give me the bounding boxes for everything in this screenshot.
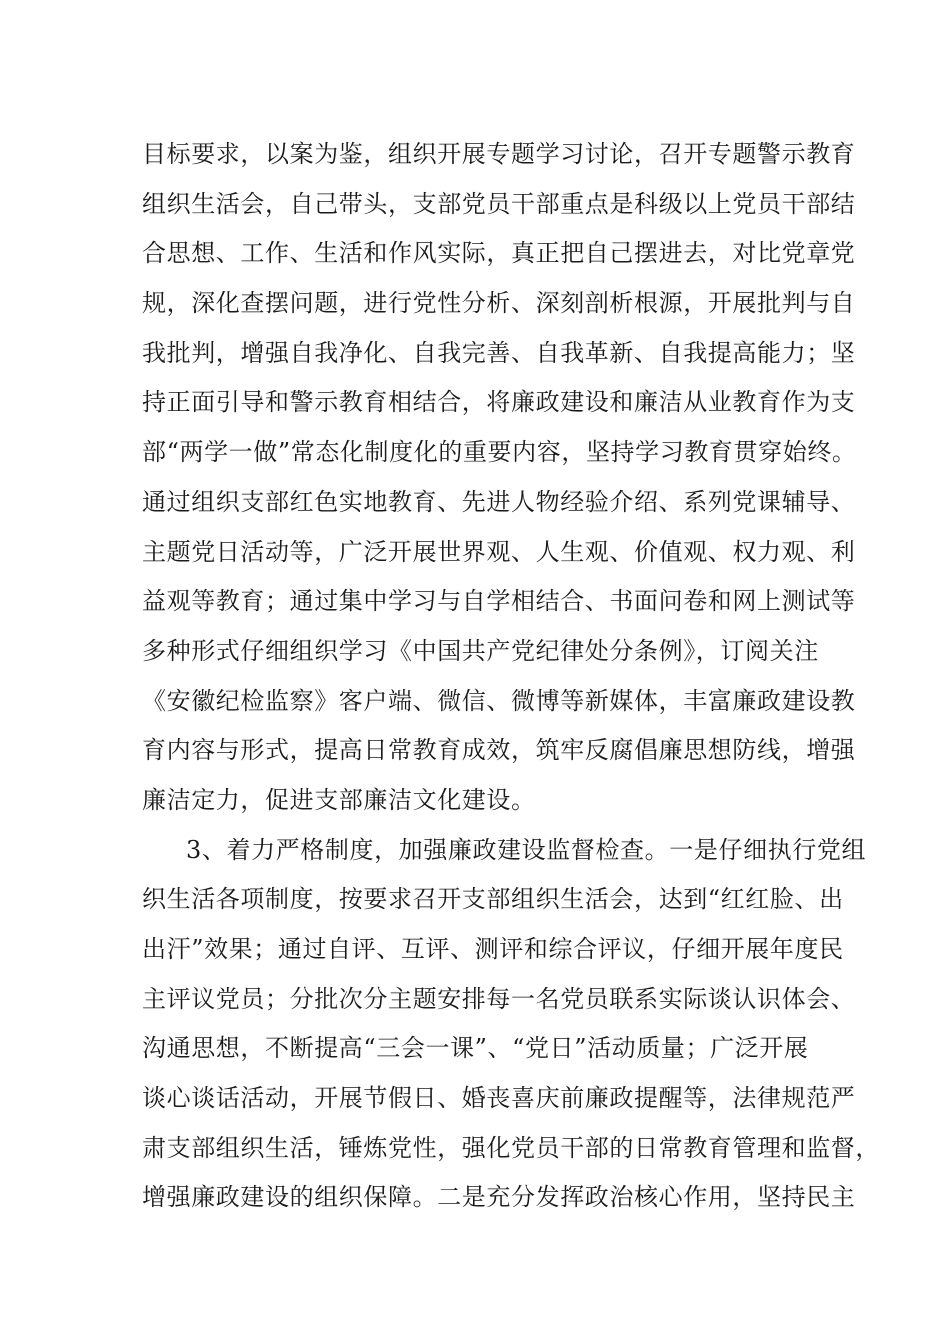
text-line: 织生活各项制度，按要求召开支部组织生活会，达到“红红脸、出 [142,885,844,914]
text-line: 主题党日活动等，广泛开展世界观、人生观、价值观、权力观、利 [142,537,856,566]
paragraph-start-line: 3、着力严格制度，加强廉政建设监督检查。一是仔细执行党组 [186,835,867,864]
text-line: 通过组织支部红色实地教育、先进人物经验介绍、系列党课辅导、 [142,487,856,516]
text-line: 部“两学一做”常态化制度化的重要内容，坚持学习教育贯穿始终。 [142,438,857,467]
text-line: 育内容与形式，提高日常教育成效，筑牢反腐倡廉思想防线，增强 [142,736,856,765]
text-line: 增强廉政建设的组织保障。二是充分发挥政治核心作用，坚持民主 [142,1183,856,1212]
text-line: 主评议党员；分批次分主题安排每一名党员联系实际谈认识体会、 [142,984,856,1013]
text-line: 规，深化查摆问题，进行党性分析、深刻剖析根源，开展批判与自 [142,289,856,318]
text-line: 谈心谈话活动，开展节假日、婚丧喜庆前廉政提醒等，法律规范严 [142,1084,856,1113]
document-body [142,130,880,1223]
text-line: 合思想、工作、生活和作风实际，真正把自己摆进去，对比党章党 [142,239,856,268]
text-line: 我批判，增强自我净化、自我完善、自我革新、自我提高能力；坚 [142,338,856,367]
text-line: 肃支部组织生活，锤炼党性，强化党员干部的日常教育管理和监督， [142,1133,880,1162]
text-line: 沟通思想，不断提高“三会一课”、“党日”活动质量；广泛开展 [142,1034,809,1063]
text-line: 持正面引导和警示教育相结合，将廉政建设和廉洁从业教育作为支 [142,388,856,417]
text-line: 组织生活会，自己带头，支部党员干部重点是科级以上党员干部结 [142,189,856,218]
text-line: 出汗”效果；通过自评、互评、测评和综合评议，仔细开展年度民 [142,935,844,963]
text-line: 益观等教育；通过集中学习与自学相结合、书面问卷和网上测试等 [142,587,856,616]
text-line: 《安徽纪检监察》客户端、微信、微博等新媒体，丰富廉政建设教 [142,686,856,715]
text-line: 目标要求，以案为鉴，组织开展专题学习讨论，召开专题警示教育 [142,140,856,168]
text-line: 廉洁定力，促进支部廉洁文化建设。 [142,785,536,814]
text-line: 多种形式仔细组织学习《中国共产党纪律处分条例》，订阅关注 [142,636,819,665]
